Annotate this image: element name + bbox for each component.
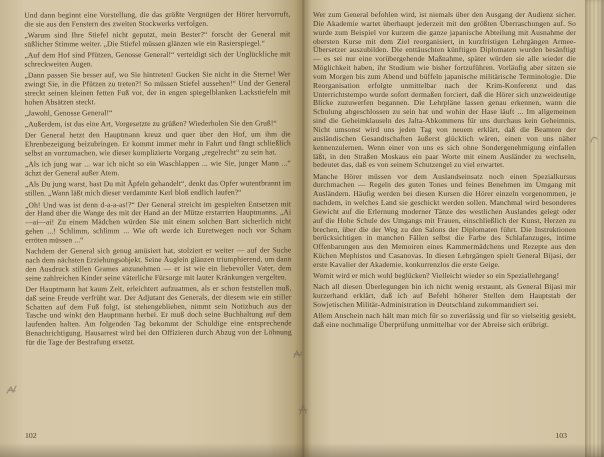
paragraph: Der Hauptmann hat kaum Zeit, erleichtert aufzuatmen, als er schon feststellen muß, daß seine Freude verfrüht war. Der Adjutant des Generals, der diesem wie ein stiller Schatten auf dem Fuß folgt, ist stehengeblieben, nimmt sein Notizbuch aus der Tasche und winkt den Hauptmann herbei. Er muß doch seine Buchhaltung auf dem laufenden halten. Am folgenden Tag bekommt der Schuldige eine entsprechende Benachrichtigung. Hausarrest wird bei den Offizieren durch Abzug von der Löhnung für die Tage der Bestrafung ersetzt. — [25, 283, 292, 347]
paragraph: „Als Du jung warst, hast Du mit Äpfeln gehandelt“, denkt das Opfer wutentbrannt im stillen. „Wann läßt mich dieser verdammte Kerl bloß endlich laufen?“ — [24, 178, 292, 198]
paragraph: „Warum sind Ihre Stiefel nicht geputzt, mein Bester?“ forscht der General mit süßlicher Stimme weiter. „Die Stiefel müssen glänzen wie ein Rasierspiegel.“ — [24, 29, 291, 49]
right-page — [302, 0, 585, 457]
paragraph: Wer zum General befohlen wird, ist niemals über den Ausgang der Audienz sicher. Die Akademie wartet überhaupt jederzeit mit den größten Überraschungen auf. So wurde zum Beispiel vor kurzem die ganze japanische Abteilung mit Ausnahme der obersten Kurse mit dem Ziel reorganisiert, in kurzfristigen Lehrgängen Armee-Übersetzer auszubilden. Die enttäuschten künftigen Diplomaten wurden besänftigt — es sei nur eine vorübergehende Maßnahme, später würden sie alle wieder die Möglichkeit haben, ihr Studium wie bisher fortzuführen. Vorläufig aber sitzen sie vom Morgen bis zum Abend und büffeln japanische militärische Terminologie. Die Reorganisation erfolgte unmittelbar nach der Krim-Konferenz und das Unterrichtstempo wurde sofort dermaßen forciert, daß die Hörer sich unzweideutige Blicke zuzuwerfen begannen. Die Lehrpläne lassen genau erkennen, wann die Schulung abgeschlossen zu sein hat und wohin der Hase läuft ... Im allgemeinen sind die Geheimklauseln des Jalta-Abkommens für uns durchaus kein Geheimnis. Nicht umsonst wird uns jeden Tag von neuem erklärt, daß die Beamten der ausländischen Gesandtschaften äußerst glücklich wären, einen von uns näher kennenzulernen. Wenn einer von uns es sich ohne Sondergenehmigung einfallen läßt, in den Straßen Moskaus ein paar Worte mit einem Ausländer zu wechseln, bedeutet das, daß es von seinem Schutzengel zu viel erwartet. — [313, 10, 576, 170]
paragraph: „Oh! Und was ist denn d-a-a-as!?“ Der General streicht im gespielten Entsetzen mit der Hand über die Wange des mit der Hand an der Mütze erstarrten Hauptmanns. „Ai—ai—ai! Zu einem Mädchen würden Sie mit einem solchen Bart sicherlich nicht gehen ...! Schlimm, schlimm ... Wie oft werde ich Euretwegen noch vor Scham erröten müssen ...“ — [25, 198, 292, 245]
paragraph: Womit wird er mich wohl beglücken? Vielleicht wieder so ein Speziallehrgang! — [313, 271, 560, 281]
pencil-mark-icon — [291, 348, 305, 362]
right-page-text — [313, 11, 576, 332]
paragraph: Der General hetzt den Hauptmann kreuz und quer über den Hof, um ihm die Ehrenbezeigung beizubringen. Er kommt immer mehr in Fahrt und fängt schließlich selbst an vorzumachen, wie dieser komplizierte Vorgang „regelrecht“ zu sein hat. — [24, 129, 291, 158]
pencil-mark-icon — [4, 383, 20, 399]
book-gutter — [294, 0, 312, 457]
paragraph: Manche Hörer müssen vor dem Auslandseinsatz noch einen Spezialkursus durchmachen — Regeln des guten Tones und feines Benehmen im Umgang mit Ausländern. Häufig werden bei diesen Kursen die Hörer einzeln vorgenommen, je nachdem, in welches Land sie geschickt werden sollen. Manchmal wird besonderes Gewicht auf die Erlernung moderner Tänze des westlichen Auslandes gelegt oder auf die Hohe Schule des Umgangs mit Frauen, einschließlich der Kunst, Herzen zu brechen, über die der Weg zu den Salons der Diplomaten führt. Die Instruktionen berücksichtigen in manchen Fällen selbst die Farbe des Schlafanzuges, intime Offenbarungen aus den Memoiren eines Kammermädchens und Rezepte aus den Küchen Mephistos und Casanovas. In diesen Lehrgängen spielt General Bijasi, der erste Kavalier der Akademie, konkurrenzlos die erste Geige. — [313, 171, 576, 270]
bottom-shadow — [0, 443, 604, 457]
paragraph: „Auf dem Hof sind Pfützen, Genosse General!“ verteidigt sich der Unglückliche mit schreckweiten Augen. — [24, 49, 291, 69]
paragraph: „Jawohl, Genosse General!“ — [24, 108, 113, 118]
page-number-left: 102 — [25, 431, 37, 440]
paragraph: Und dann beginnt eine Vorstellung, die das größte Vergnügen der Hörer hervorruft, die sie aus den Fenstern des zweiten Stockwerks verfolgen. — [24, 9, 291, 29]
pencil-mark-icon — [588, 132, 600, 146]
paragraph: „Außerdem, ist das eine Art, Vorgesetzte zu grüßen? Wiederholen Sie den Gruß!“ — [24, 118, 277, 129]
left-page-text — [24, 10, 291, 349]
paragraph: „Dann passen Sie besser auf, wo Sie hintreten! Gucken Sie nicht in die Sterne! Wer zwingt Sie, in die Pfützen zu treten?! So müssen Stiefel aussehen!“ Und der General streckt seinen kleinen fetten Fuß vor, der in engen spiegelblanken Lackstiefeln mit hohen Absätzen steckt. — [24, 69, 291, 107]
pencil-mark-icon — [296, 402, 310, 418]
paragraph: Nachdem der General sich genug amüsiert hat, stolziert er weiter — auf der Suche nach dem nächsten Erziehungsobjekt. Seine Äuglein glänzen triumphierend, um dann den Ausdruck stillen Grames anzunehmen — er ist wie ein liebevoller Vater, dem seine zahlreichen Kinder seine väterliche Fürsorge mit lauter Kränkungen vergelten. — [25, 245, 292, 283]
page-edges — [585, 0, 604, 457]
paragraph: Nach all diesen Überlegungen bin ich nicht wenig erstaunt, als General Bijasi mir kurzerhand erklärt, daß ich auf Befehl höherer Stellen dem Hauptstab der Sowjetischen Militär-Administration in Deutschland zukommandiert sei. — [313, 282, 576, 310]
paragraph: Allem Anschein nach hält man mich für so zuverlässig und für so vielseitig gesiebt, daß eine nochmalige Überprüfung unmittelbar vor der Abreise sich erübrigt. — [313, 311, 576, 330]
paragraph: „Als ich jung war ... war ich nicht so ein Waschlappen ... wie Sie, junger Mann ...“ ächzt der General außer Atem. — [24, 158, 291, 178]
page-number-right: 103 — [555, 431, 567, 440]
